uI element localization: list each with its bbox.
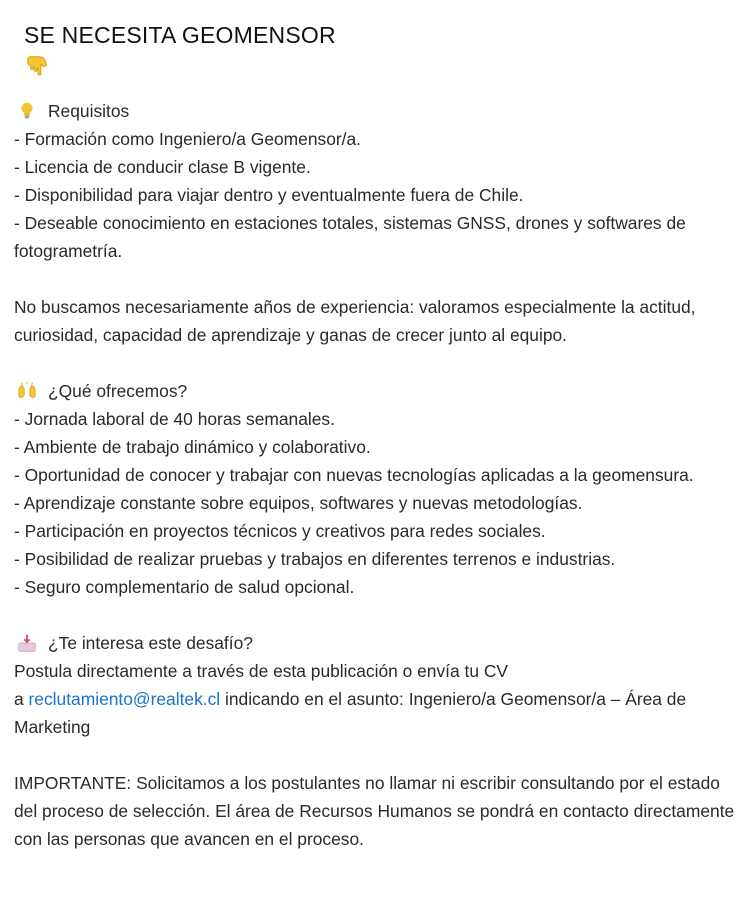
offer-section [14, 377, 741, 601]
experience-note: No buscamos necesariamente años de experiencia: valoramos especialmente la actitud, curiosidad, capacidad de aprendizaje y ganas de crecer junto al equipo. [14, 297, 696, 345]
offer-item: - Jornada laboral de 40 horas semanales. [14, 409, 335, 429]
backhand-index-pointing-down-icon [24, 53, 54, 83]
apply-prefix: a [14, 689, 29, 709]
offer-item: - Ambiente de trabajo dinámico y colaborativo. [14, 437, 371, 457]
requirements-heading: Requisitos [48, 101, 130, 121]
requirement-item: - Disponibilidad para viajar dentro y eventualmente fuera de Chile. [14, 185, 524, 205]
apply-suffix: indicando en el asunto: Ingeniero/a Geomensor/a – Área de Marketing [14, 689, 687, 737]
offer-item: - Participación en proyectos técnicos y creativos para redes sociales. [14, 521, 546, 541]
offer-item: - Aprendizaje constante sobre equipos, softwares y nuevas metodologías. [14, 493, 583, 513]
offer-item: - Posibilidad de realizar pruebas y trabajos en diferentes terrenos e industrias. [14, 549, 616, 569]
post-body [14, 83, 741, 853]
inbox-tray-icon [16, 632, 38, 654]
important-note: IMPORTANTE: Solicitamos a los postulantes no llamar ni escribir consultando por el estado del proceso de selección. El área de Recursos Humanos se pondrá en contacto directamente con las personas que avancen en el proceso. [14, 773, 735, 849]
light-bulb-icon [16, 100, 38, 122]
raising-hands-icon [16, 380, 38, 402]
requirement-item: - Deseable conocimiento en estaciones totales, sistemas GNSS, drones y softwares de fotogrametría. [14, 213, 686, 261]
offer-item: - Seguro complementario de salud opcional. [14, 577, 355, 597]
requirements-section [14, 97, 741, 265]
offer-item: - Oportunidad de conocer y trabajar con nuevas tecnologías aplicadas a la geomensura. [14, 465, 694, 485]
post-title: SE NECESITA GEOMENSOR [24, 22, 336, 48]
requirement-item: - Formación como Ingeniero/a Geomensor/a. [14, 129, 362, 149]
apply-instructions: Postula directamente a través de esta publicación o envía tu CV [14, 661, 508, 681]
offer-heading: ¿Qué ofrecemos? [48, 381, 188, 401]
apply-email-line [14, 685, 741, 741]
apply-heading: ¿Te interesa este desafío? [48, 633, 253, 653]
apply-section [14, 629, 741, 741]
requirement-item: - Licencia de conducir clase B vigente. [14, 157, 311, 177]
recruitment-email-link[interactable]: reclutamiento@realtek.cl [28, 689, 221, 709]
